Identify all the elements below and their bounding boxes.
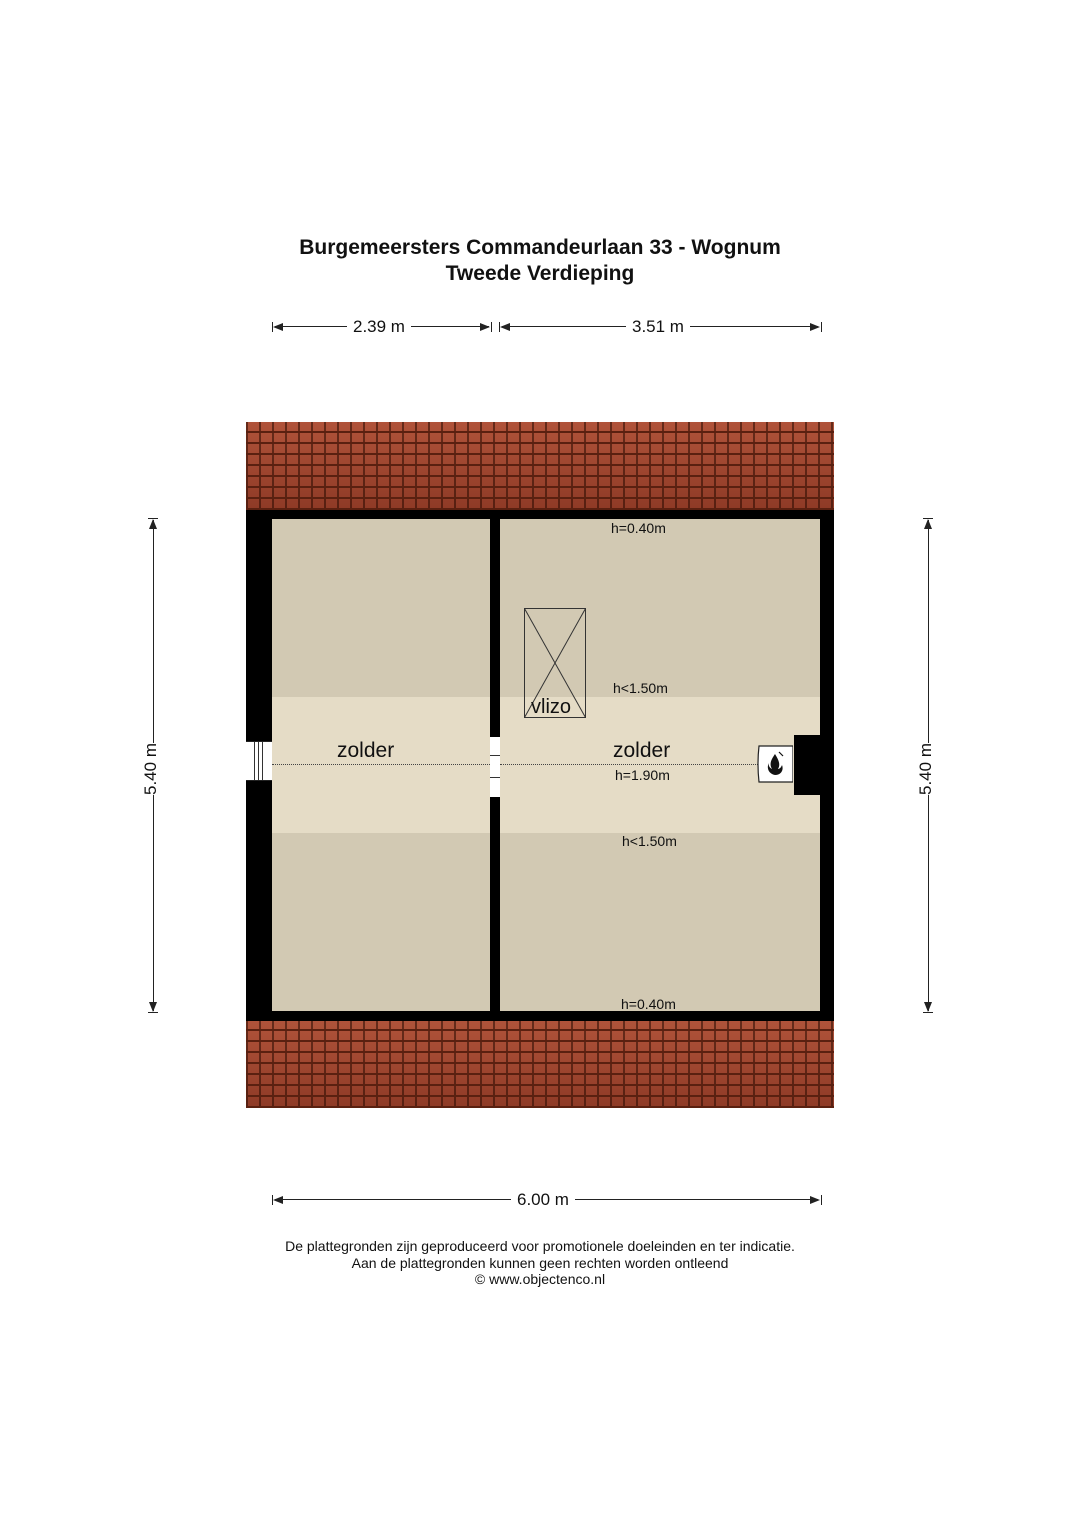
ridge-line bbox=[272, 764, 490, 765]
top-right-dimension: 3.51 m bbox=[626, 317, 690, 337]
attic-hatch bbox=[524, 608, 586, 718]
height-label-lower: h<1.50m bbox=[622, 833, 677, 849]
right-height-dimension: 5.40 m bbox=[910, 743, 942, 795]
room-left-label: zolder bbox=[337, 739, 395, 762]
interior-wall-opening bbox=[490, 737, 500, 797]
flame-icon bbox=[757, 742, 793, 786]
height-label-bottom: h=0.40m bbox=[621, 996, 676, 1011]
roof-tiles-top bbox=[246, 422, 834, 510]
roof-tiles-bottom bbox=[246, 1021, 834, 1108]
height-label-top: h=0.40m bbox=[611, 520, 666, 536]
room-left-zolder bbox=[272, 519, 490, 1011]
chimney bbox=[794, 735, 834, 795]
disclaimer-line-1: De plattegronden zijn geproduceerd voor promotionele doeleinden en ter indicatie. bbox=[285, 1238, 795, 1254]
hatch-label: vlizo bbox=[531, 696, 572, 718]
plan-address-title: Burgemeersters Commandeurlaan 33 - Wognum bbox=[299, 236, 781, 259]
room-right-label: zolder bbox=[613, 739, 671, 762]
bottom-width-dimension: 6.00 m bbox=[511, 1190, 575, 1210]
heater bbox=[757, 742, 793, 786]
height-label-middle: h=1.90m bbox=[615, 767, 670, 783]
top-left-dimension: 2.39 m bbox=[347, 317, 411, 337]
standing-height-band bbox=[272, 697, 490, 833]
height-label-upper: h<1.50m bbox=[613, 680, 668, 696]
disclaimer-line-2: Aan de plattegronden kunnen geen rechten worden ontleend bbox=[351, 1255, 729, 1271]
plan-floor-title: Tweede Verdieping bbox=[445, 262, 635, 285]
left-height-dimension: 5.40 m bbox=[135, 743, 167, 795]
copyright-line: © www.objectenco.nl bbox=[474, 1271, 606, 1287]
window-left-wall bbox=[246, 741, 272, 781]
ridge-line bbox=[500, 764, 758, 765]
